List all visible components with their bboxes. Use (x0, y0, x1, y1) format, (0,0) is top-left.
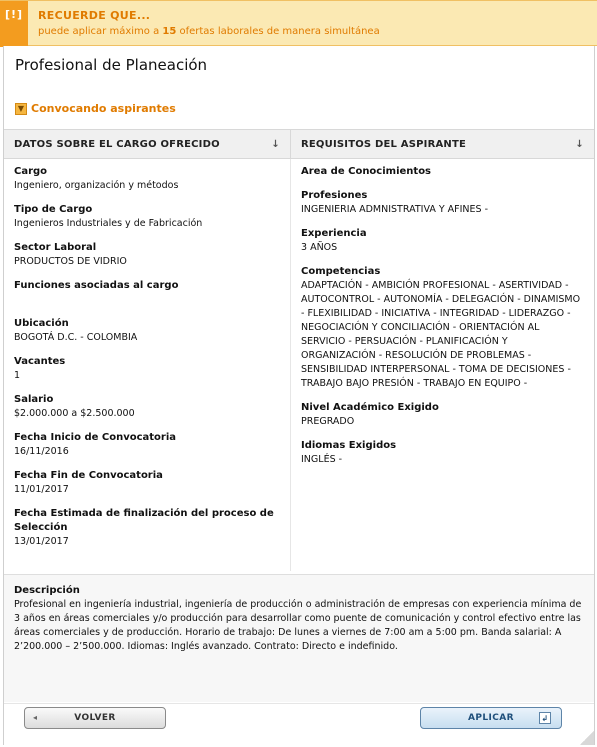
field-competencias (301, 265, 584, 391)
column-header-requisitos-label: REQUISITOS DEL ASPIRANTE (301, 138, 467, 150)
field-funciones (14, 279, 290, 317)
field-label: Cargo (14, 166, 48, 177)
field-salario (14, 393, 290, 431)
page-curl-corner (580, 731, 594, 745)
field-label: Sector Laboral (14, 242, 97, 253)
column-header-cargo-label: DATOS SOBRE EL CARGO OFRECIDO (14, 138, 220, 150)
column-header-cargo[interactable] (4, 130, 291, 158)
notice-title: RECUERDE QUE... (38, 9, 151, 22)
field-label: Idiomas Exigidos (301, 440, 397, 451)
description-section (4, 574, 594, 702)
description-label: Descripción (14, 585, 80, 596)
field-value: Ingeniero, organización y métodos (14, 180, 179, 191)
field-value: 11/01/2017 (14, 484, 69, 495)
field-idiomas (301, 439, 584, 467)
field-value: 3 AÑOS (301, 242, 338, 253)
field-fecha-inicio (14, 431, 290, 469)
field-label: Funciones asociadas al cargo (14, 280, 179, 291)
alert-icon: [!] (0, 1, 28, 47)
apply-button[interactable] (420, 707, 562, 729)
field-fecha-estimada (14, 507, 290, 557)
field-label: Area de Conocimientos (301, 166, 432, 177)
field-label: Tipo de Cargo (14, 204, 93, 215)
arrow-down-icon: ↓ (575, 139, 584, 150)
field-label: Ubicación (14, 318, 69, 329)
field-label: Competencias (301, 266, 381, 277)
field-experiencia (301, 227, 584, 255)
field-value: PRODUCTOS DE VIDRIO (14, 256, 127, 267)
action-bar (4, 703, 594, 745)
field-vacantes (14, 355, 290, 393)
description-text: Profesional en ingeniería industrial, ingeniería de producción o administración de empresas con experiencia mínima de 3 años en áreas comerciales y/o producción para desarrollar como puente de comunicación y control efectivo entre las áreas comerciales y de producción. Horario de trabajo: De lunes a viernes de 7:00 am a 5:00 pm. Banda salarial: A 2’200.000 – 2’500.000. Idiomas: Inglés avanzado. Contrato: Directo e indefinido. (14, 599, 582, 652)
back-button-label: VOLVER (74, 713, 116, 723)
requisitos-details (291, 159, 594, 571)
field-value: ADAPTACIÓN - AMBICIÓN PROFESIONAL - ASERTIVIDAD - AUTOCONTROL - AUTONOMÍA - DELEGACIÓN - DINAMISMO - FLEXIBILIDAD - INICIATIVA - INTEGRIDAD - LIDERAZGO - NEGOCIACIÓN Y CONCILIACIÓN - ORIENTACIÓN AL SERVICIO - PERSUACIÓN - PLANIFICACIÓN Y ORGANIZACIÓN - RESOLUCIÓN DE PROBLEMAS - SENSIBILIDAD INTERPERSONAL - TOMA DE DECISIONES - TRABAJO BAJO PRESIÓN - TRABAJO EN EQUIPO - (301, 280, 581, 389)
field-label: Fecha Fin de Convocatoria (14, 470, 163, 481)
job-panel (3, 46, 595, 745)
cargo-details (4, 159, 291, 571)
apply-icon: ↲ (539, 712, 551, 724)
field-label: Fecha Inicio de Convocatoria (14, 432, 177, 443)
field-value: $2.000.000 a $2.500.000 (14, 408, 135, 419)
field-tipo-cargo (14, 203, 290, 241)
field-value: 1 (14, 370, 21, 381)
job-status-label: Convocando aspirantes (31, 102, 176, 115)
field-profesiones (301, 189, 584, 217)
field-label: Experiencia (301, 228, 367, 239)
notice-text (38, 26, 380, 37)
arrow-down-box-icon: ▼ (15, 103, 27, 115)
notice-text-suffix: ofertas laborales de manera simultánea (176, 26, 380, 37)
field-label: Salario (14, 394, 54, 405)
field-value: 13/01/2017 (14, 536, 69, 547)
field-cargo (14, 165, 290, 203)
field-label: Fecha Estimada de finalización del proceso de Selección (14, 508, 274, 533)
field-sector-laboral (14, 241, 290, 279)
column-headers (4, 129, 594, 159)
column-header-requisitos[interactable] (291, 130, 594, 158)
job-status[interactable] (15, 102, 176, 115)
notice-text-prefix: puede aplicar máximo a (38, 26, 163, 37)
field-value: PREGRADO (301, 416, 355, 427)
field-label: Vacantes (14, 356, 66, 367)
field-fecha-fin (14, 469, 290, 507)
field-nivel-academico (301, 401, 584, 429)
field-value: INGENIERIA ADMNISTRATIVA Y AFINES - (301, 204, 489, 215)
field-label: Profesiones (301, 190, 368, 201)
arrow-left-icon: ◂ (33, 713, 38, 722)
notice-banner (0, 0, 597, 46)
field-value: BOGOTÁ D.C. - COLOMBIA (14, 332, 138, 343)
back-button[interactable] (24, 707, 166, 729)
field-value: Ingenieros Industriales y de Fabricación (14, 218, 203, 229)
field-area-conocimientos (301, 165, 584, 179)
notice-number: 15 (162, 26, 177, 37)
field-value: INGLÉS - (301, 454, 343, 465)
job-title: Profesional de Planeación (15, 56, 208, 74)
field-value: 16/11/2016 (14, 446, 69, 457)
arrow-down-icon: ↓ (271, 139, 280, 150)
field-label: Nivel Académico Exigido (301, 402, 439, 413)
apply-button-label: APLICAR (468, 713, 514, 723)
field-ubicacion (14, 317, 290, 355)
